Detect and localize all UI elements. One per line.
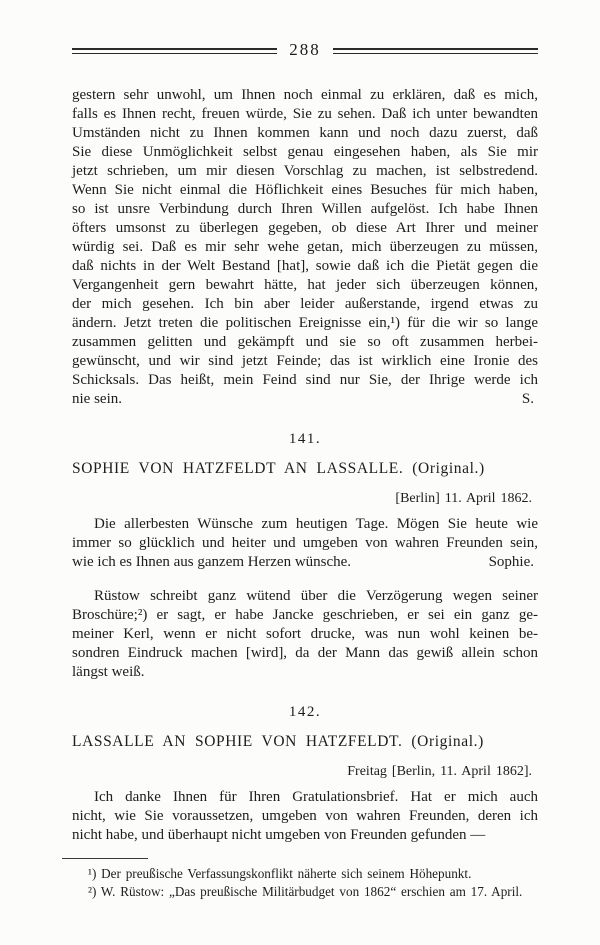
- text-line: Ich danke Ihnen für Ihren Gratulationsbrief. Hat er mich auch: [94, 789, 538, 805]
- text-line: würdig sei. Daß es mir sehr wehe getan, mich überzeugen zu müssen,: [72, 239, 538, 255]
- text-line: falls es Ihnen recht, freuen würde, Sie zu sehen. Daß ich unter bewandten: [72, 106, 538, 122]
- letter-141-postscript-last-line: längst weiß.: [72, 664, 145, 680]
- footnotes: [72, 865, 538, 900]
- text-line: Schicksals. Das heißt, mein Feind sind nur Sie, der Ihrige werde ich: [72, 372, 538, 388]
- text-line: zusammen gelitten und gekämpft und sie so oft zusammen herbei-: [72, 334, 538, 350]
- text-line: öfters umsonst zu überlegen gegeben, ob diese Art Ihrer und meiner: [72, 220, 538, 236]
- text-line: ändern. Jetzt treten die politischen Ereignisse ein,¹) für die wir so lange: [72, 315, 538, 331]
- letter-141-closing-line: [72, 553, 538, 572]
- letter-142-last-line: nicht habe, und überhaupt nicht umgeben von Freunden gefunden —: [72, 827, 486, 843]
- letter-142-number: 142.: [288, 704, 322, 720]
- text-line: Wenn Sie nicht einmal die Höflichkeit eines Besuches für mich haben,: [72, 182, 538, 198]
- letter-142-body: [72, 788, 538, 826]
- text-line: der mich gesehen. Ich bin aber leider außerstande, irgend etwas zu: [72, 296, 538, 312]
- text-line: Rüstow schreibt ganz wütend über die Verzögerung wegen seiner: [94, 588, 538, 604]
- letter-140-closing-line: [72, 390, 538, 409]
- letter-141-signature: Sophie.: [488, 554, 534, 570]
- letter-140-last-line: nie sein.: [72, 391, 122, 407]
- text-line: ¹) Der preußische Verfassungskonflikt näherte sich seinem Höhepunkt.: [88, 866, 472, 881]
- page-header: [72, 42, 538, 59]
- text-line: Die allerbesten Wünsche zum heutigen Tage. Mögen Sie heute wie: [94, 516, 538, 532]
- letter-141-number: 141.: [288, 431, 322, 447]
- text-line: meiner Kerl, wenn er nicht sofort drucke, was nun wohl keinen be-: [72, 626, 538, 642]
- footnote-separator-rule: [62, 858, 148, 859]
- letter-142-heading: LASSALLE AN SOPHIE VON HATZFELDT. (Original.): [72, 733, 484, 750]
- text-line: immer so glücklich und heiter und umgeben von wahren Freunden sein,: [72, 535, 538, 551]
- letter-141-body: [72, 515, 538, 553]
- text-line: ²) W. Rüstow: „Das preußische Militärbudget von 1862“ erschien am 17. April.: [88, 883, 523, 899]
- header-rule-left: [72, 48, 277, 54]
- letter-140-continuation-body: [72, 86, 538, 390]
- text-line: Umständen nicht zu Ihnen kommen kann und noch dazu zuerst, daß: [72, 125, 538, 141]
- text-line: Sie diese Unmöglichkeit selbst genau eingesehen haben, als Sie mir: [72, 144, 538, 160]
- text-line: Vergangenheit gern bewahrt hätte, hat jeder sich überzeugen können,: [72, 277, 538, 293]
- letter-141-heading: SOPHIE VON HATZFELDT AN LASSALLE. (Original.): [72, 460, 485, 477]
- header-rule-right: [333, 48, 538, 54]
- text-line: jetzt schrieben, um mir diesen Vorschlag zu machen, ist selbstredend.: [72, 163, 538, 179]
- text-line: so ist unsre Verbindung durch Ihren Willen aufgelöst. Ich habe Ihnen: [72, 201, 538, 217]
- letter-141-last-line: wie ich es Ihnen aus ganzem Herzen wünsche.: [72, 554, 352, 570]
- letter-140-signature: S.: [521, 391, 534, 407]
- text-line: nicht, wie Sie voraussetzen, umgeben von wahren Freunden, deren ich: [72, 808, 538, 824]
- text-line: daß nichts in der Welt Bestand [hat], sowie daß ich die Pietät gegen die: [72, 258, 538, 274]
- text-line: sondren Eindruck machen [wird], da der Mann das gewiß allein schon: [72, 645, 538, 661]
- letter-141-postscript: [72, 587, 538, 663]
- letter-142-dateline: Freitag [Berlin, 11. April 1862].: [347, 764, 532, 779]
- text-line: Broschüre;²) er sagt, er habe Jancke geschrieben, er sei ein ganz ge-: [72, 607, 538, 623]
- text-line: gewünscht, und wir sind jetzt Feinde; das ist wirklich eine Ironie des: [72, 353, 538, 369]
- text-line: gestern sehr unwohl, um Ihnen noch einmal zu erklären, daß es mich,: [72, 87, 538, 103]
- letter-141-dateline: [Berlin] 11. April 1862.: [395, 491, 532, 506]
- page-number: 288: [289, 40, 321, 59]
